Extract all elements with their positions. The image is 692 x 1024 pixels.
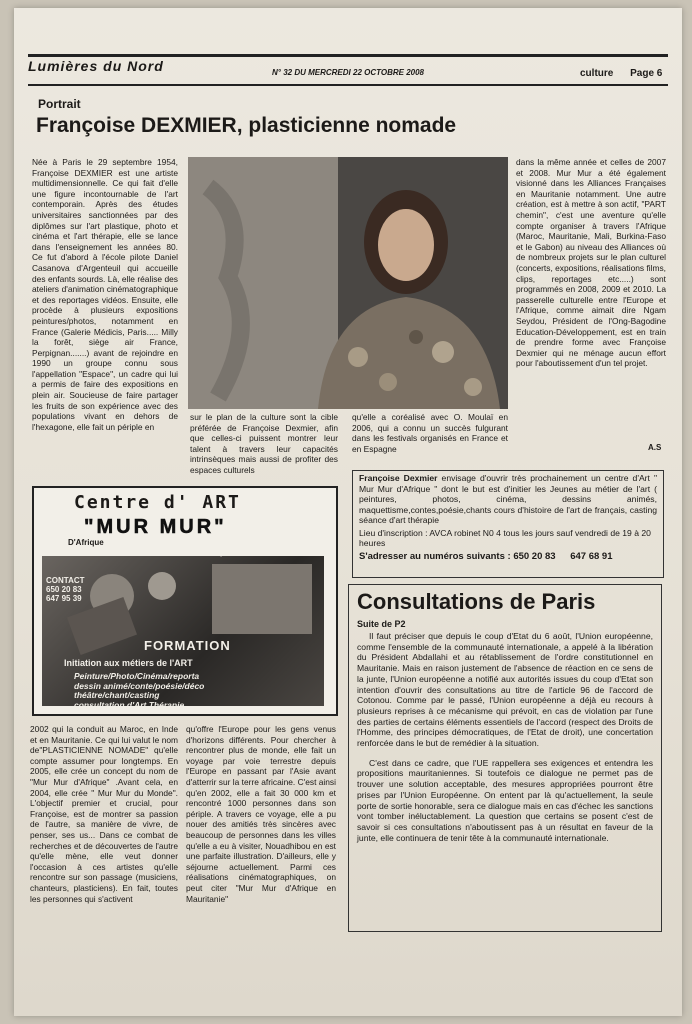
info-artist-name: Françoise Dexmier [359, 473, 438, 483]
ad-course-2: dessin animé/conte/poésie/déco [74, 680, 205, 691]
issue-date: N° 32 DU MERCREDI 22 OCTOBRE 2008 [272, 68, 424, 77]
ad-phone-2: 647 95 39 [46, 594, 82, 603]
info-description [359, 473, 657, 526]
author-signature: A.S [648, 443, 662, 452]
info-text: envisage d'ouvrir très prochainement un centre d'Art " Mur Mur d'Afrique " dont le but est d'initier les Jeunes au métier de l'art ( peintures, photos, cinéma, dessins animés, maquettisme,contes,poésie,chants cours d'histoire de l'art de français, casting séance d'art thérapie [359, 473, 657, 525]
page-number: Page 6 [630, 68, 663, 79]
ad-course-1: Peinture/Photo/Cinéma/reporta [74, 671, 200, 681]
consultations-paragraph-2: C'est dans ce cadre, que l'UE rappellera ses exigences et entendra les propositions mauritaniennes. Si toutefois ce dialogue ne permet pas de trouver une solution acceptable, des mesures appropriées pourront être prises par l'Union Européenne. On entent par là qu'actuellement, la seule porte de sortie honorable, sera ce dialogue mais en cas d'échec les sanctions vont tomber inéluctablement. La question que certains se posent c'est de savoir si ces consultations n'aboutissent pas à un résultat en faveur de la junte, elle continuera de tenir tête à la communauté internationale. [357, 757, 653, 843]
newspaper-title: Lumières du Nord [28, 58, 164, 74]
article-column-2: sur le plan de la culture sont la cible préférée de Françoise Dexmier, afin que celles-ci puissent montrer leur talent à travers leur capacités intrinsèques mais aussi de profiter des espaces culturels [190, 412, 338, 475]
section-name: culture [580, 68, 614, 79]
consultations-body [357, 631, 653, 852]
ad-initiation: Initiation aux métiers de l'ART [64, 658, 193, 668]
consultations-headline: Consultations de Paris [357, 589, 596, 614]
article-headline: Françoise DEXMIER, plasticienne nomade [36, 114, 457, 137]
ad-artist-name: Françoise Dexmier [204, 550, 267, 557]
consultations-continuation: Suite de P2 [357, 619, 406, 629]
ad-course-3: théâtre/chant/casting [74, 690, 160, 701]
article-column-6: qu'offre l'Europe pour les gens venus d'horizons différents. Pour chercher à rencontrer plus de monde, elle fait un voyage par voie terrestre depuis l'Europe en passant par l'Asie avant d'atterrir sur la terre africaine. C'est ainsi qu'en 2002, elle a fait 30 000 km et rencontré 1000 personnes dans son périple. A travers ce voyage, elle a pu nouer des amitiés très sincères avec beaucoup de personnes dans les villes qu'elle a eu à visiter, Nouadhibou en est une parfaite illustration. D'ailleurs, elle y séjourne actuellement. Parmi ces réalisations cinématographiques, on peut citer "Mur Mur d'Afrique en Mauritanie" [186, 724, 336, 904]
art-centre-info-box [352, 470, 664, 578]
info-phones-label: S'adresser au numéros suivants : 650 20 83 [359, 550, 556, 562]
art-centre-advertisement [32, 486, 338, 716]
ad-formation: FORMATION [144, 638, 231, 653]
ad-course-4: consultation d'Art Thérapie [74, 699, 185, 710]
ad-contact [46, 576, 85, 603]
portrait-illustration [188, 157, 508, 409]
ad-phone-1: 650 20 83 [46, 585, 82, 594]
info-phone-b: 647 68 91 [570, 550, 613, 562]
consultations-article-box [348, 584, 662, 932]
ad-course-list [74, 672, 204, 710]
ad-title: Centre d' ART [74, 492, 241, 513]
article-column-5: 2002 qui la conduit au Maroc, en Inde et en Mauritanie. Ce qui lui valut le nom de"PLASTICIENNE NOMADE" qu'elle compte assumer pour longtemps. En 2005, elle crée un concept du nom de "Mur Mur d'Afrique" .Avant cela, en 2004, elle crée " Mur Mur du Monde". L'objectif premier et crucial, pour Françoise, est de montrer sa passion de l'autre, sa manière de vivre, de penser, ses us... Dans ce combat de recherches et de découvertes de l'autre qu'elle mène, elle veut donner l'occasion à ces artistes qu'elle rencontre sur son passage (musiciens, chanteurs, plasticiens). En fait, toutes les personnes qui s'activent [30, 724, 178, 904]
info-location: Lieu d'inscription : AVCA robinet N0 4 tous les jours sauf vendredi de 19 à 20 heures [359, 527, 651, 548]
portrait-photo [188, 157, 508, 409]
article-column-1: Née à Paris le 29 septembre 1954, Françoise DEXMIER est une artiste multidimensionnelle. Ce qui fait d'elle une figure incontournable de l'art contemporain. Après des études universitaires sanctionnées par des diplômes sur l'art plastique, photo et cinéma et l'art thérapie, elle se lance dans l'enseignement les années 80. Ce fut d'abord à l'école pilote Daniel Casanova d'Argenteuil qui accueille des enfants sourds. Là, elle réalise des ateliers d'animation cinématographique et des reportages vidéos. Ensuite, elle procède à plusieurs expositions peintures/photos, notamment en France (Galerie Médicis, Paris..... Milly la forêt, siège air France, Perpignan.......) avant de rejoindre en 1990 un groupe connu sous l'appellation "Espace", un cadre qui lui a permis de faire des expositions en plein air. Soucieuse de faire partager les fruits de son expérience avec des populations vivant en dehors de l'hexagone, elle fait un périple en [32, 157, 178, 432]
ad-contact-label: CONTACT [46, 576, 85, 585]
article-kicker: Portrait [38, 97, 81, 111]
article-column-4: dans la même année et celles de 2007 et 2008. Mur Mur a été également visionné dans les Alliances Françaises en Mauritanie notamment. Une autre création, est à mettre à son actif, "PART chemin", c'est une aventure qu'elle compte organiser à travers l'Afrique (Maroc, Mauritanie, Mali, Burkina-Faso et le Gabon) au niveau des Alliances où de nombreux projets sur le plan culturel (concerts, expositions, réalisations films, clips, reportages etc.....) sont programmés en 2008, 2009 et 2010. La passerelle culturelle entre l'Europe et l'Afrique, comme aimait dire Ngam Seydou, Président de l'Ong-Bagodine Education-Développement, est en train de prendre forme avec Françoise Dexmier qui ne ménage aucun effort pour l'aboutissement d'un tel projet. [516, 157, 666, 369]
ad-region: D'Afrique [68, 538, 104, 547]
masthead-bottom-rule [28, 84, 668, 86]
ad-subtitle: "MUR MUR" [84, 516, 227, 538]
consultations-paragraph-1: Il faut préciser que depuis le coup d'Etat du 6 août, l'Union européenne, comme l'ensemble de la communauté internationale, a appelé à la libération du Président Abdallahi et au rétablissement de l'ordre constitutionnel en Mauritanie. Mais en raison justement de l'absence de réaction en ce sens de la junte, l'Union européenne a notifié aux autorités issues du coup d'Etat son intention d'ouvrir des consultations au titre de l'article 96 de l'accord de Cotonou. Comme par le passé, l'Union européenne a déjà eu recours à plusieurs reprises à ce mécanisme qui prévoit, en cas de violation par l'une des parties de certains éléments essentiels de l'accord (respect des Droits de l'Homme, des principes démocratiques, de l'Etat de droit), une concertation renforcée dans le but de remédier à la situation. [357, 631, 653, 749]
section-page [580, 68, 662, 79]
info-phones [359, 552, 657, 563]
article-column-3: qu'elle a coréalisé avec O. Moulaï en 2006, qui a connu un succès fulgurant dans les festivals organisés en France et en Espagne [352, 412, 508, 454]
masthead-top-rule [28, 54, 668, 57]
